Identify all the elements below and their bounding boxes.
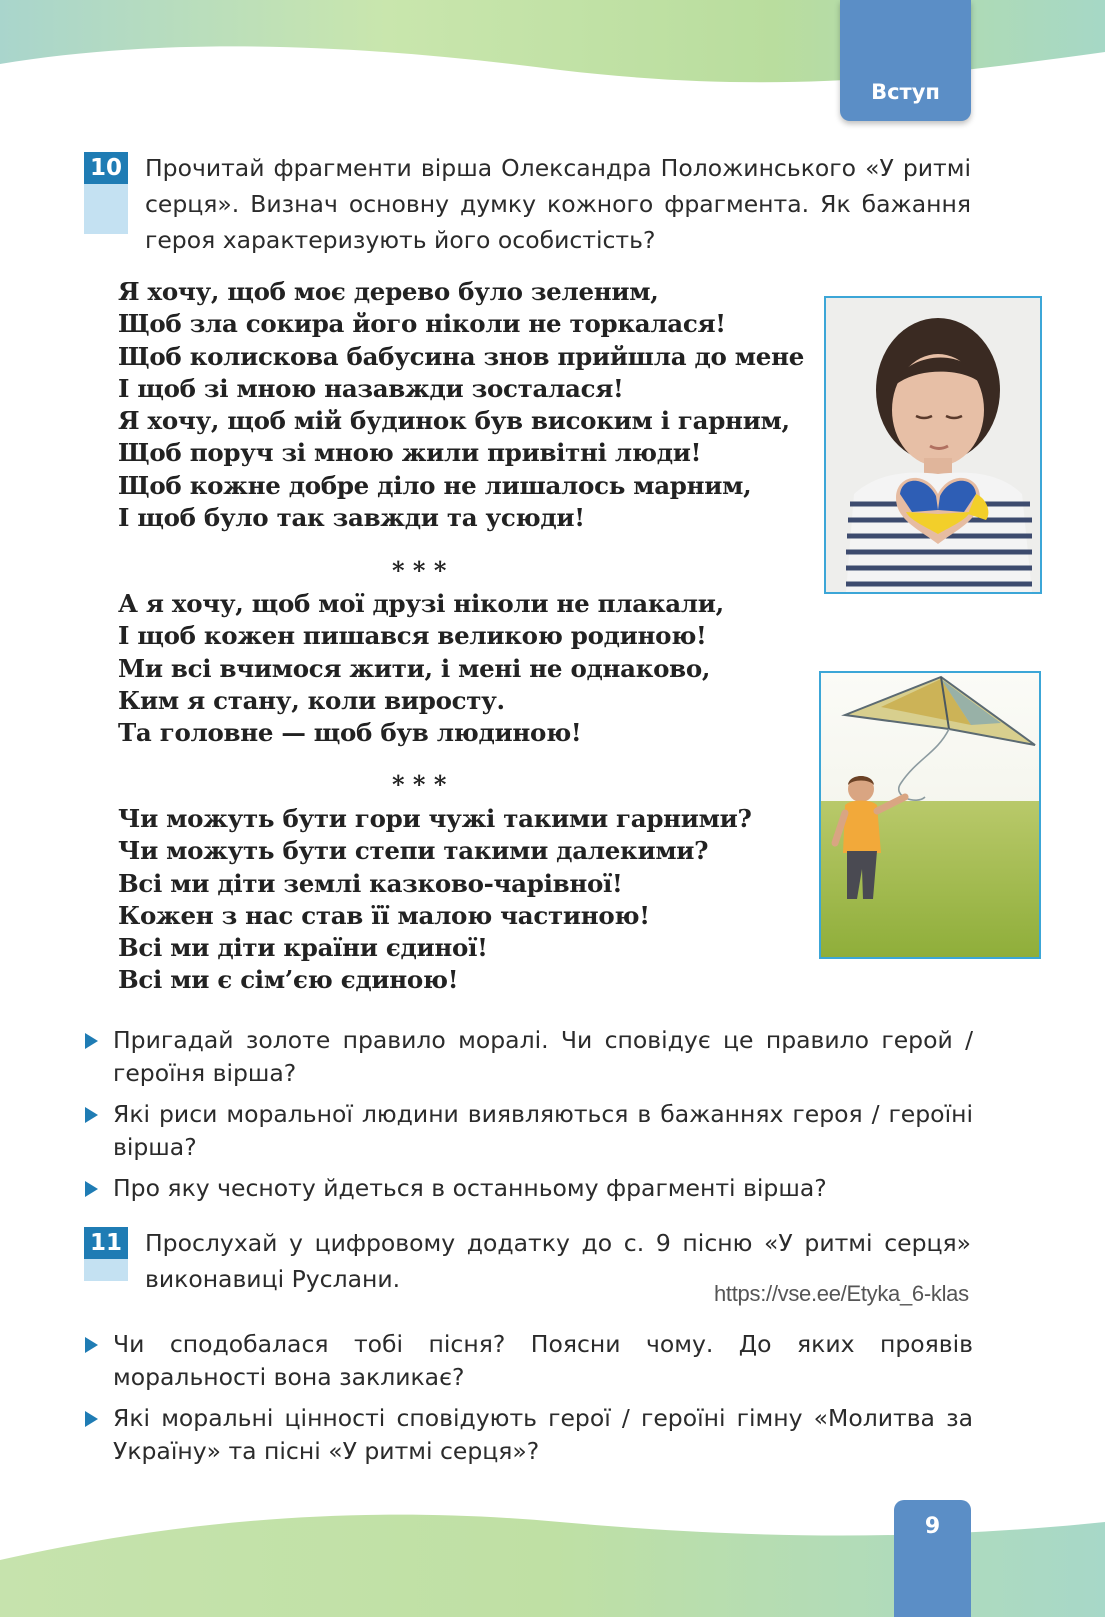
poem-stanza-3 <box>118 803 752 997</box>
questions-list-1 <box>83 1024 973 1205</box>
bullet-triangle-icon <box>85 1181 98 1197</box>
list-item: Які риси моральної людини виявляються в бажаннях героя / героїні вірша? <box>83 1098 973 1164</box>
task-10-number: 10 <box>84 152 128 184</box>
poem-line: І щоб зі мною назавжди зосталася! <box>118 373 624 403</box>
stanza-separator: * * * <box>392 770 447 799</box>
questions-list-2 <box>83 1328 973 1468</box>
poem-stanza-2 <box>118 588 724 749</box>
list-item: Про яку чесноту йдеться в останньому фрагменті вірша? <box>83 1172 973 1205</box>
list-item: Чи сподобалася тобі пісня? Поясни чому. До яких проявів моральності вона закликає? <box>83 1328 973 1394</box>
girl-heart-hands-photo <box>824 296 1042 594</box>
poem-line: І щоб було так завжди та усюди! <box>118 503 585 533</box>
poem-stanza-1 <box>118 276 804 534</box>
list-item: Які моральні цінності сповідують герої / героїні гімну «Молитва за Україну» та пісні «У ритмі серця»? <box>83 1402 973 1468</box>
bullet-triangle-icon <box>85 1033 98 1049</box>
page-number-tab <box>894 1500 971 1617</box>
bullet-triangle-icon <box>85 1411 98 1427</box>
stanza-separator: * * * <box>392 556 447 585</box>
poem-line: Чи можуть бути гори чужі такими гарними? <box>118 804 752 833</box>
task-11-number-badge <box>84 1227 128 1281</box>
poem-line: Ким я стану, коли виросту. <box>118 685 505 715</box>
digital-supplement-link[interactable]: https://vse.ee/Etyka_6-klas <box>714 1281 969 1306</box>
poem-line: Я хочу, щоб моє дерево було зеленим, <box>118 277 659 306</box>
poem-line: Щоб зла сокира його ніколи не торкалася! <box>118 309 726 339</box>
poem-line: Всі ми є сім’єю єдиною! <box>118 965 459 995</box>
poem-line: Ми всі вчимося жити, і мені не однаково, <box>118 653 711 683</box>
poem-line: Чи можуть бути степи такими далекими? <box>118 836 709 866</box>
task-10-number-badge <box>84 152 128 234</box>
boy-with-kite-photo <box>819 671 1041 959</box>
poem-line: Щоб колискова бабусина знов прийшла до мене <box>118 341 804 371</box>
list-item: Пригадай золоте правило моралі. Чи сповідує це правило герой / героїня вірша? <box>83 1024 973 1090</box>
bullet-triangle-icon <box>85 1337 98 1353</box>
page-number: 9 <box>924 1514 941 1539</box>
poem-line: Я хочу, щоб мій будинок був високим і гарним, <box>118 406 790 436</box>
section-label: Вступ <box>871 80 940 104</box>
poem-line: Всі ми діти землі казково-чарівної! <box>118 868 623 898</box>
bullet-triangle-icon <box>85 1107 98 1123</box>
poem-line: А я хочу, щоб мої друзі ніколи не плакали, <box>118 589 724 618</box>
task-10-text: Прочитай фрагменти вірша Олександра Положинського «У ритмі серця». Визнач основну думку кожного фрагмента. Як бажання героя характеризують його особистість? <box>145 154 971 254</box>
poem-line: Щоб поруч зі мною жили привітні люди! <box>118 438 702 468</box>
poem-line: Всі ми діти країни єдиної! <box>118 933 488 963</box>
poem-line: Щоб кожне добре діло не лишалось марним, <box>118 470 752 500</box>
task-11-text: Прослухай у цифровому додатку до с. 9 пісню «У ритмі серця» виконавиці Руслани. <box>145 1229 971 1293</box>
section-tab <box>840 0 971 121</box>
poem-line: Та головне — щоб був людиною! <box>118 718 582 748</box>
poem-line: Кожен з нас став її малою частиною! <box>118 900 650 930</box>
task-11-number: 11 <box>84 1227 128 1259</box>
poem-line: І щоб кожен пишався великою родиною! <box>118 621 707 651</box>
